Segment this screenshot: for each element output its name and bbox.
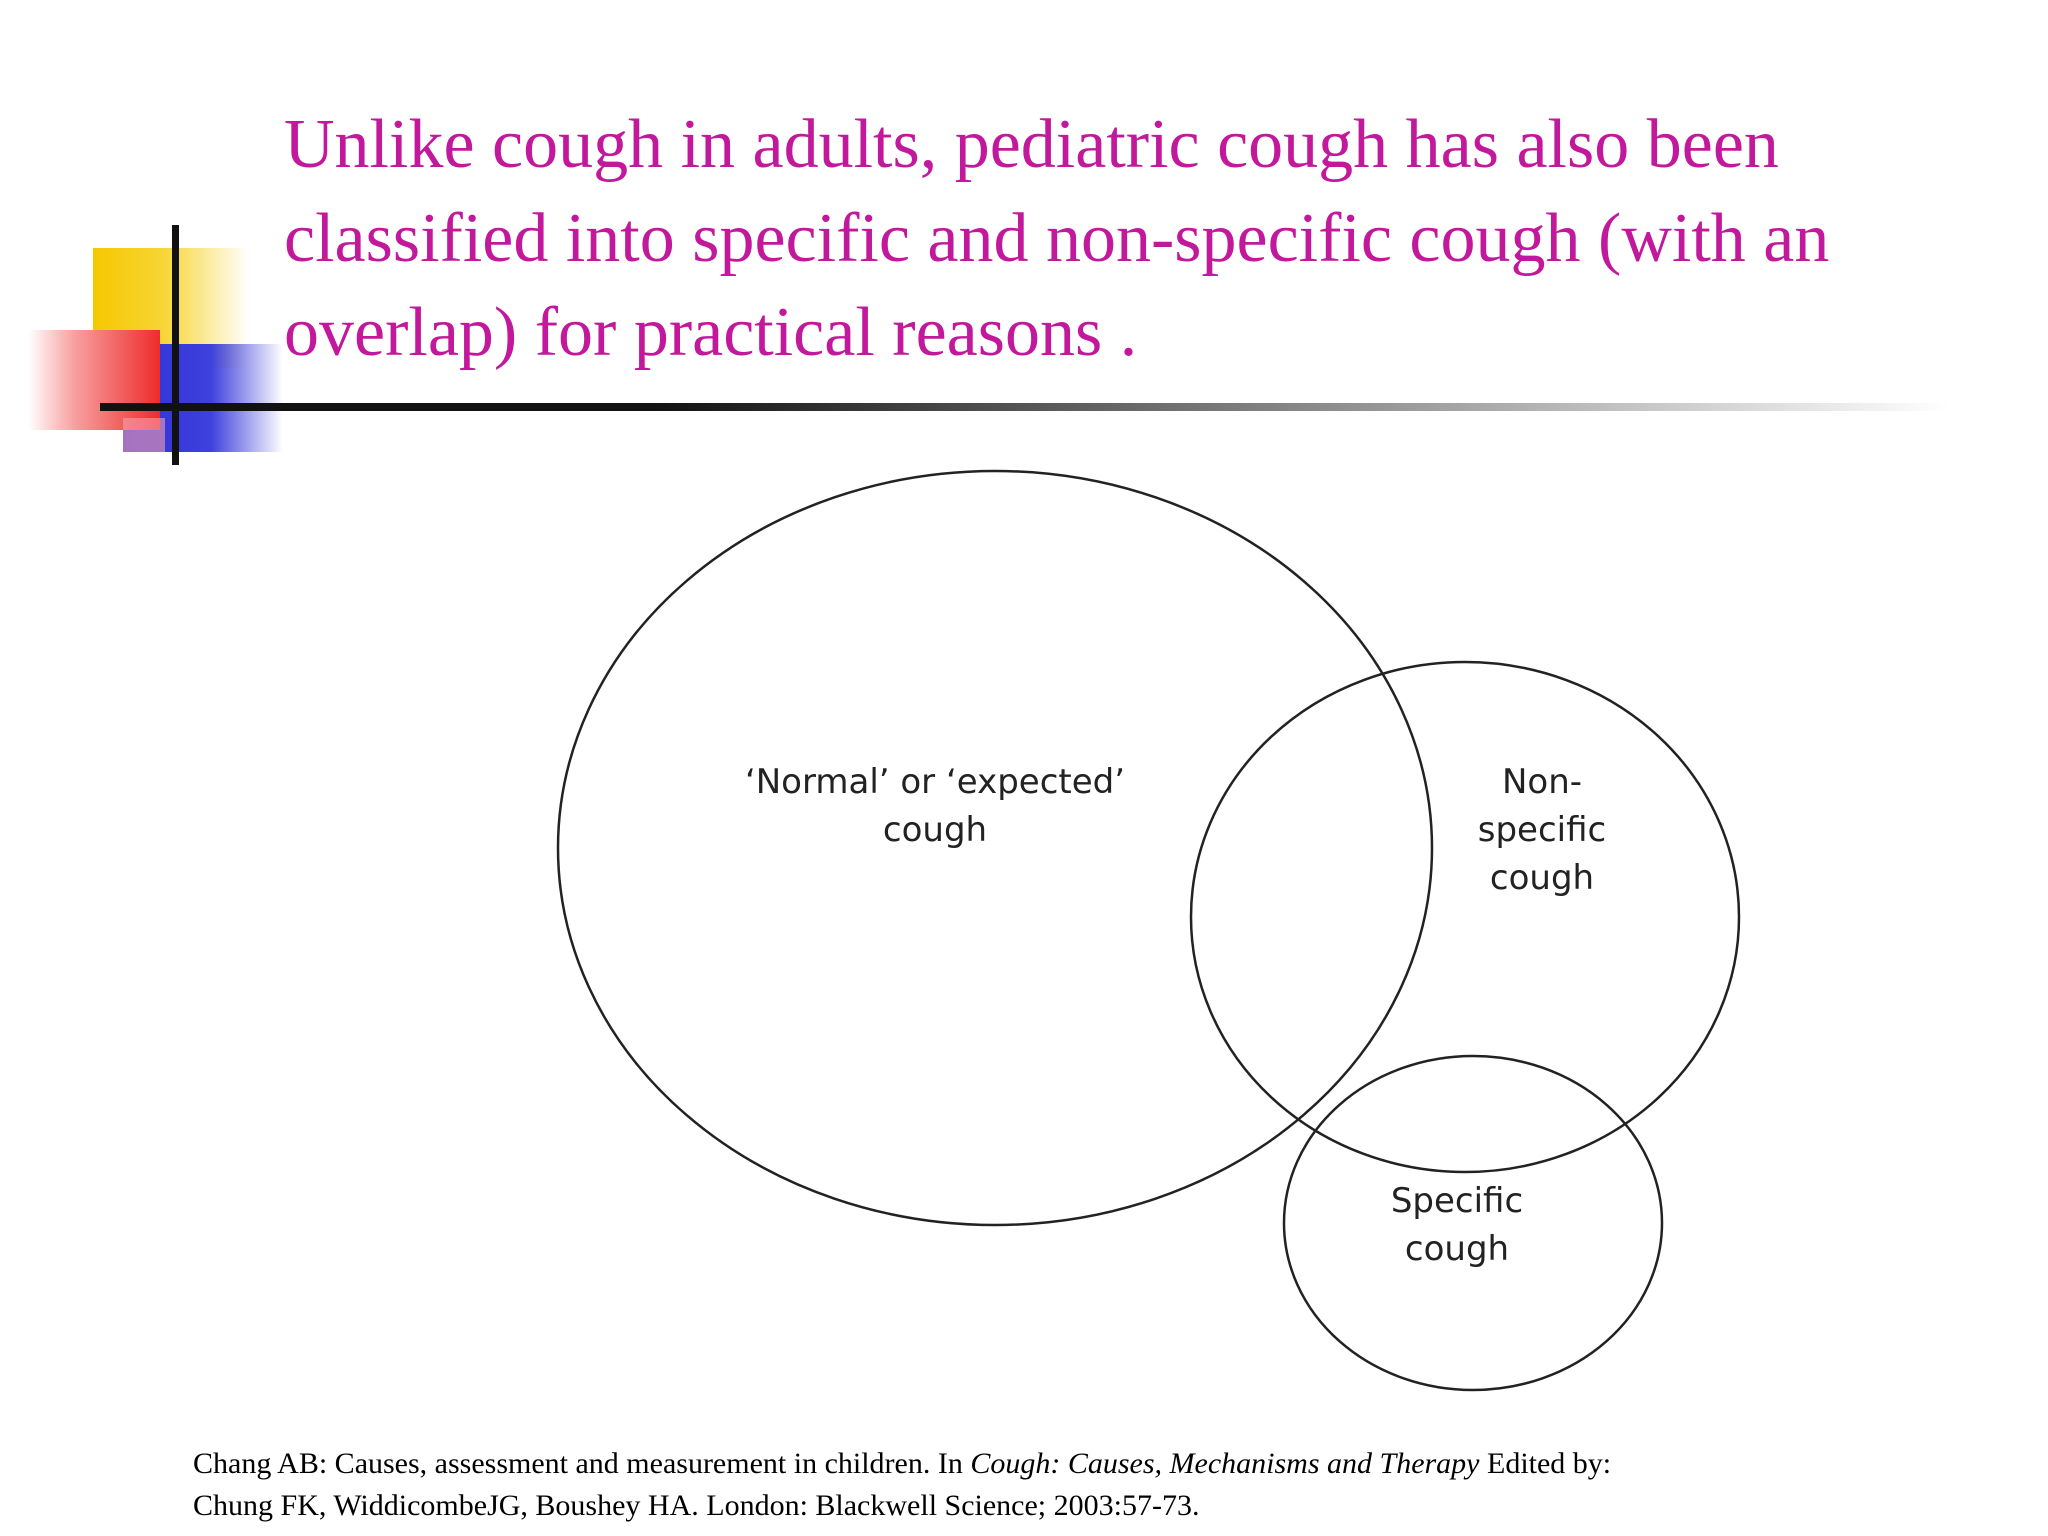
citation-line-2: Chung FK, WiddicombeJG, Boushey HA. London: Blackwell Science; 2003:57-73. [193, 1489, 1200, 1522]
citation [193, 1443, 2013, 1527]
title-line-1: Unlike cough in adults, pediatric cough has also been [284, 106, 1779, 183]
citation-line-1-suffix: Edited by: [1479, 1447, 1612, 1480]
normal-cough-circle [558, 471, 1432, 1225]
specific-cough-label-line-1: Specific [1390, 1181, 1524, 1221]
citation-line-1-prefix: Chang AB: Causes, assessment and measurement in children. In [193, 1447, 971, 1480]
nonspecific-cough-circle [1191, 662, 1739, 1172]
normal-cough-label-line-2: cough [882, 810, 988, 850]
title-line-2: classified into specific and non-specific cough (with an [284, 200, 1830, 277]
normal-cough-label-line-1: ‘Normal’ or ‘expected’ [744, 762, 1126, 802]
citation-line-1 [193, 1443, 2013, 1485]
citation-book-title: Cough: Causes, Mechanisms and Therapy [970, 1447, 1480, 1480]
nonspecific-cough-label-line-3: cough [1489, 858, 1595, 898]
nonspecific-cough-label-line-2: specific [1477, 810, 1607, 850]
title-line-3: overlap) for practical reasons . [284, 294, 1138, 371]
nonspecific-cough-label-line-1: Non- [1501, 762, 1583, 802]
specific-cough-circle [1284, 1056, 1662, 1390]
specific-cough-label-line-2: cough [1404, 1229, 1510, 1269]
